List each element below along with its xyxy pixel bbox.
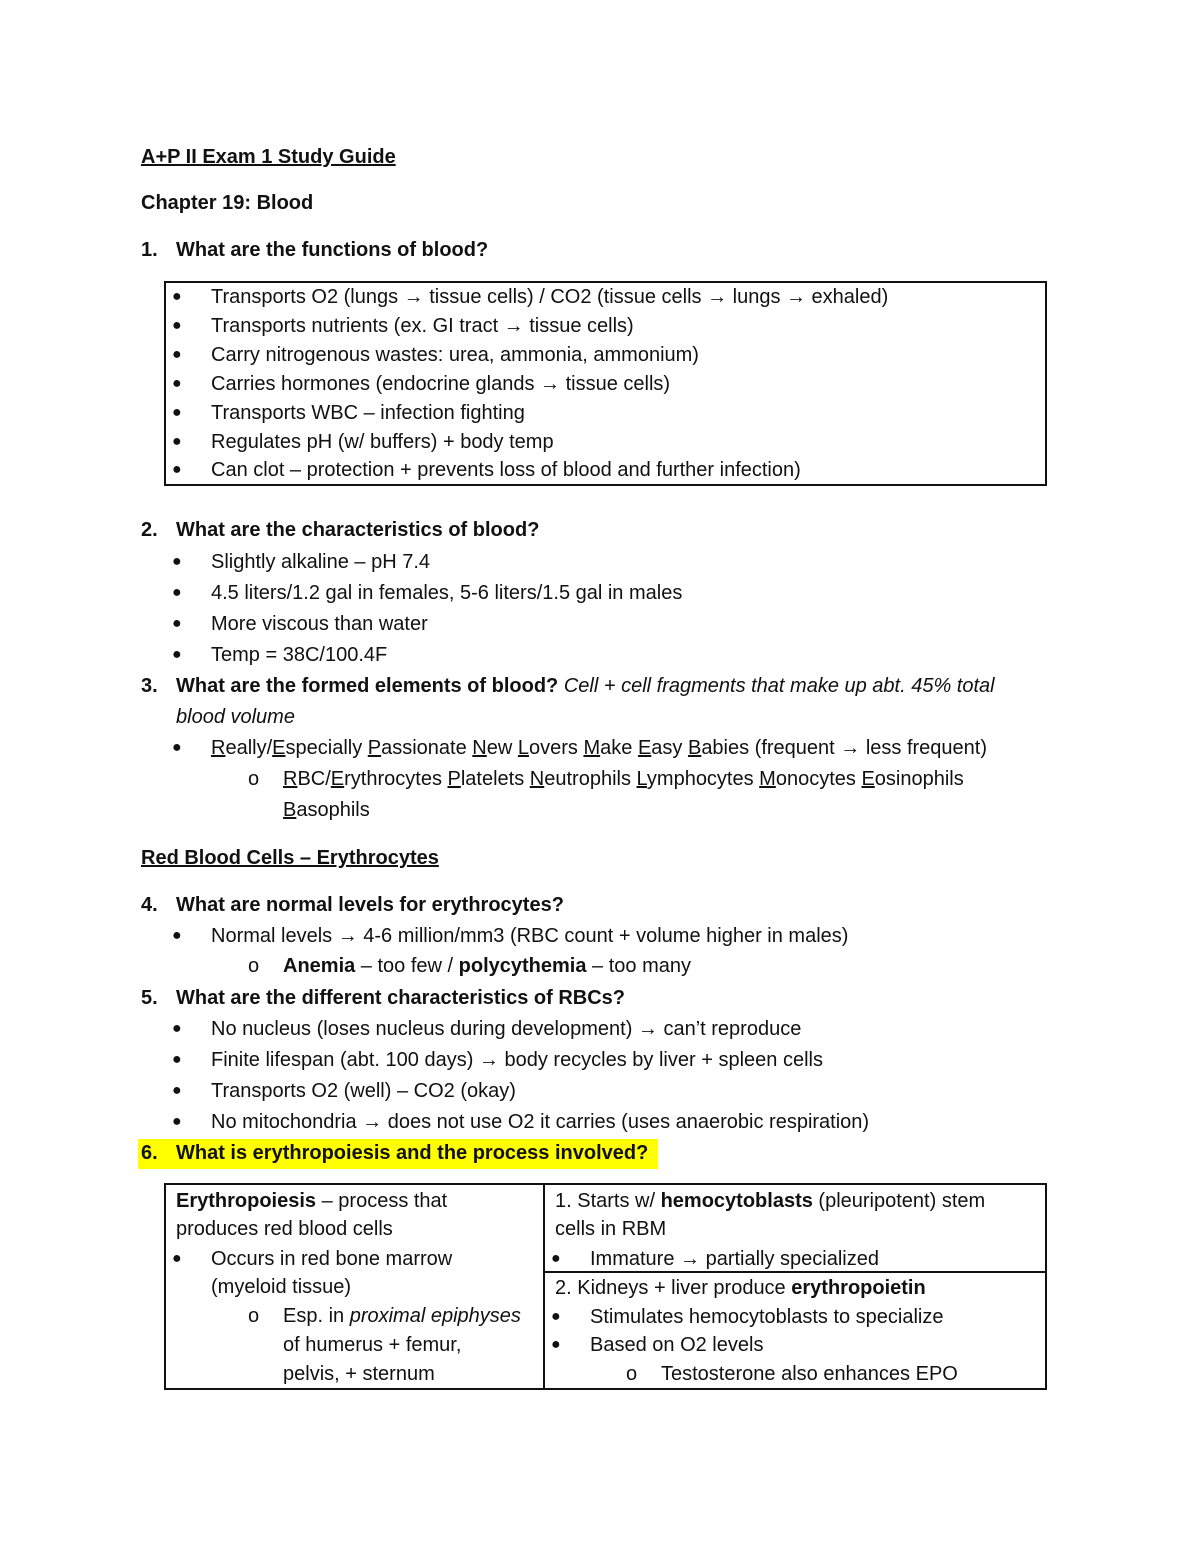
- question-number: 1.: [141, 239, 158, 261]
- list-item: Stimulates hemocytoblasts to specialize: [590, 1306, 944, 1328]
- table-divider: [543, 1271, 1047, 1273]
- list-item: Transports nutrients (ex. GI tract → tissue cells): [211, 315, 634, 337]
- bullet-icon: ●: [172, 927, 182, 944]
- step-1-cont: cells in RBM: [555, 1218, 667, 1240]
- question-1: What are the functions of blood?: [176, 239, 489, 261]
- bullet-icon: ●: [172, 404, 182, 421]
- mnemonic: Really/Especially Passionate New Lovers Make Easy Babies (frequent → less frequent): [211, 737, 988, 759]
- question-4: What are normal levels for erythrocytes?: [176, 894, 564, 916]
- list-item: Carry nitrogenous wastes: urea, ammonia, ammonium): [211, 344, 699, 366]
- list-item: Immature → partially specialized: [590, 1248, 879, 1270]
- section-heading-rbc: Red Blood Cells – Erythrocytes: [141, 847, 439, 869]
- bullet-icon: ●: [172, 433, 182, 450]
- list-item: Can clot – protection + prevents loss of blood and further infection): [211, 459, 801, 481]
- question-5: What are the different characteristics of RBCs?: [176, 987, 625, 1009]
- list-item: Transports WBC – infection fighting: [211, 402, 525, 424]
- list-item: Regulates pH (w/ buffers) + body temp: [211, 431, 554, 453]
- bullet-icon: ●: [172, 461, 182, 478]
- bullet-icon: ●: [172, 288, 182, 305]
- erythropoiesis-definition-cont: produces red blood cells: [176, 1218, 393, 1240]
- mnemonic-expansion-cont: Basophils: [283, 799, 370, 821]
- mnemonic-expansion: RBC/Erythrocytes Platelets Neutrophils Lymphocytes Monocytes Eosinophils: [283, 768, 964, 790]
- bullet-icon: ●: [172, 1250, 182, 1267]
- bullet-icon: ●: [172, 615, 182, 632]
- list-item: More viscous than water: [211, 613, 428, 635]
- list-item-cont: (myeloid tissue): [211, 1276, 352, 1298]
- document-title: A+P II Exam 1 Study Guide: [141, 146, 396, 168]
- chapter-heading: Chapter 19: Blood: [141, 192, 314, 214]
- circle-bullet-icon: o: [248, 768, 260, 790]
- bullet-icon: ●: [172, 646, 182, 663]
- step-2: 2. Kidneys + liver produce erythropoietin: [555, 1277, 926, 1299]
- bullet-icon: ●: [172, 584, 182, 601]
- bullet-icon: ●: [172, 1020, 182, 1037]
- question-number: 4.: [141, 894, 158, 916]
- anemia-line: Anemia – too few / polycythemia – too many: [283, 955, 691, 977]
- question-3-answer: Cell + cell fragments that make up abt. 45% total: [563, 675, 995, 697]
- list-item: Temp = 38C/100.4F: [211, 644, 388, 666]
- question-6: What is erythropoiesis and the process involved?: [176, 1142, 649, 1164]
- bullet-icon: ●: [551, 1336, 561, 1353]
- question-number: 3.: [141, 675, 158, 697]
- sub-item: Testosterone also enhances EPO: [661, 1363, 958, 1385]
- step-1: 1. Starts w/ hemocytoblasts (pleuripotent) stem: [555, 1190, 986, 1212]
- bullet-icon: ●: [172, 1113, 182, 1130]
- list-item: Transports O2 (well) – CO2 (okay): [211, 1080, 516, 1102]
- bullet-icon: ●: [551, 1308, 561, 1325]
- list-item: Carries hormones (endocrine glands → tissue cells): [211, 373, 671, 395]
- question-number: 2.: [141, 519, 158, 541]
- table-divider: [543, 1183, 545, 1390]
- list-item: No mitochondria → does not use O2 it carries (uses anaerobic respiration): [211, 1111, 870, 1133]
- bullet-icon: ●: [172, 346, 182, 363]
- bullet-icon: ●: [172, 553, 182, 570]
- bullet-icon: ●: [172, 1082, 182, 1099]
- question-number: 5.: [141, 987, 158, 1009]
- list-item: Based on O2 levels: [590, 1334, 764, 1356]
- list-item: Finite lifespan (abt. 100 days) → body recycles by liver + spleen cells: [211, 1049, 823, 1071]
- circle-bullet-icon: o: [626, 1363, 638, 1385]
- list-item: Normal levels → 4-6 million/mm3 (RBC count + volume higher in males): [211, 925, 849, 947]
- bullet-icon: ●: [172, 1051, 182, 1068]
- sub-item: Esp. in proximal epiphyses: [283, 1305, 521, 1327]
- question-3-text: What are the formed elements of blood?: [176, 675, 559, 697]
- sub-item-cont: pelvis, + sternum: [283, 1363, 435, 1385]
- list-item: Occurs in red bone marrow: [211, 1248, 453, 1270]
- erythropoiesis-definition: Erythropoiesis – process that: [176, 1190, 448, 1212]
- bullet-icon: ●: [172, 317, 182, 334]
- bullet-icon: ●: [172, 375, 182, 392]
- bullet-icon: ●: [172, 739, 182, 756]
- question-3-answer-cont: blood volume: [176, 706, 295, 728]
- question-2: What are the characteristics of blood?: [176, 519, 540, 541]
- question-3: [176, 674, 995, 698]
- list-item: 4.5 liters/1.2 gal in females, 5-6 liters/1.5 gal in males: [211, 582, 683, 604]
- list-item: Slightly alkaline – pH 7.4: [211, 551, 431, 573]
- circle-bullet-icon: o: [248, 1305, 260, 1327]
- sub-item-cont: of humerus + femur,: [283, 1334, 462, 1356]
- list-item: No nucleus (loses nucleus during development) → can’t reproduce: [211, 1018, 802, 1040]
- circle-bullet-icon: o: [248, 955, 260, 977]
- bullet-icon: ●: [551, 1250, 561, 1267]
- list-item: Transports O2 (lungs → tissue cells) / CO2 (tissue cells → lungs → exhaled): [211, 286, 889, 308]
- question-number: 6.: [141, 1142, 158, 1164]
